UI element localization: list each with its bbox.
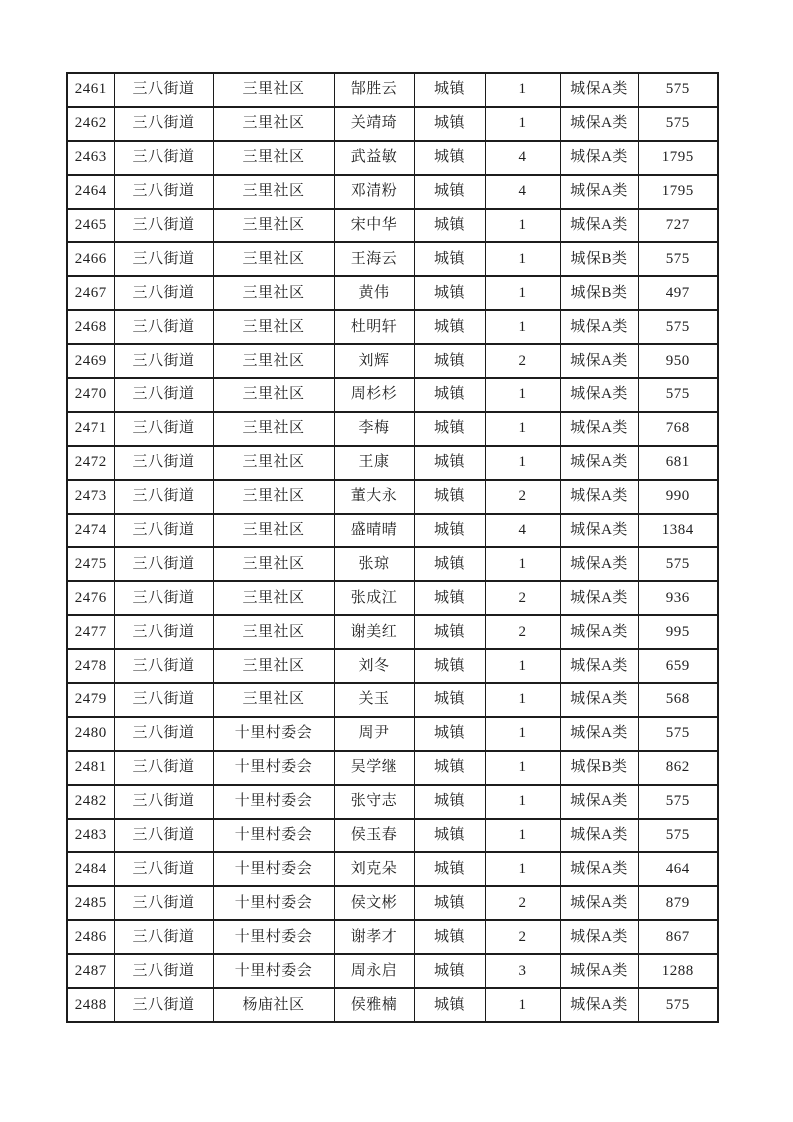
cell-serial-number: 2474 <box>67 514 114 548</box>
cell-household-type: 城镇 <box>414 683 485 717</box>
table-row <box>67 412 718 446</box>
cell-household-type: 城镇 <box>414 514 485 548</box>
cell-community: 三里社区 <box>213 107 334 141</box>
cell-person-name: 王海云 <box>334 242 414 276</box>
roster-table <box>66 72 719 1023</box>
cell-community: 三里社区 <box>213 209 334 243</box>
cell-street: 三八街道 <box>114 73 213 107</box>
cell-person-name: 郜胜云 <box>334 73 414 107</box>
cell-community: 杨庙社区 <box>213 988 334 1022</box>
table-row <box>67 514 718 548</box>
cell-street: 三八街道 <box>114 920 213 954</box>
cell-person-count: 1 <box>485 242 560 276</box>
cell-street: 三八街道 <box>114 107 213 141</box>
cell-street: 三八街道 <box>114 209 213 243</box>
cell-person-count: 1 <box>485 276 560 310</box>
cell-insurance-category: 城保A类 <box>560 954 638 988</box>
cell-household-type: 城镇 <box>414 920 485 954</box>
cell-household-type: 城镇 <box>414 819 485 853</box>
cell-person-count: 4 <box>485 175 560 209</box>
cell-street: 三八街道 <box>114 141 213 175</box>
cell-serial-number: 2473 <box>67 480 114 514</box>
cell-person-name: 黄伟 <box>334 276 414 310</box>
cell-street: 三八街道 <box>114 751 213 785</box>
cell-community: 三里社区 <box>213 683 334 717</box>
table-row <box>67 547 718 581</box>
cell-amount: 575 <box>638 785 718 819</box>
cell-person-count: 1 <box>485 378 560 412</box>
cell-community: 三里社区 <box>213 73 334 107</box>
cell-serial-number: 2486 <box>67 920 114 954</box>
cell-community: 三里社区 <box>213 344 334 378</box>
cell-serial-number: 2465 <box>67 209 114 243</box>
cell-serial-number: 2479 <box>67 683 114 717</box>
cell-person-name: 武益敏 <box>334 141 414 175</box>
cell-household-type: 城镇 <box>414 785 485 819</box>
cell-community: 十里村委会 <box>213 886 334 920</box>
cell-insurance-category: 城保A类 <box>560 175 638 209</box>
cell-person-name: 王康 <box>334 446 414 480</box>
cell-serial-number: 2468 <box>67 310 114 344</box>
cell-insurance-category: 城保A类 <box>560 649 638 683</box>
cell-street: 三八街道 <box>114 615 213 649</box>
cell-insurance-category: 城保A类 <box>560 920 638 954</box>
cell-serial-number: 2488 <box>67 988 114 1022</box>
cell-community: 三里社区 <box>213 141 334 175</box>
cell-household-type: 城镇 <box>414 547 485 581</box>
cell-community: 三里社区 <box>213 378 334 412</box>
cell-insurance-category: 城保A类 <box>560 852 638 886</box>
cell-amount: 1288 <box>638 954 718 988</box>
cell-insurance-category: 城保A类 <box>560 581 638 615</box>
cell-street: 三八街道 <box>114 480 213 514</box>
cell-person-name: 周杉杉 <box>334 378 414 412</box>
cell-person-count: 2 <box>485 920 560 954</box>
table-row <box>67 378 718 412</box>
cell-street: 三八街道 <box>114 378 213 412</box>
table-row <box>67 344 718 378</box>
cell-insurance-category: 城保A类 <box>560 344 638 378</box>
cell-person-count: 2 <box>485 480 560 514</box>
cell-community: 三里社区 <box>213 581 334 615</box>
table-row <box>67 852 718 886</box>
cell-person-name: 邓清粉 <box>334 175 414 209</box>
cell-amount: 867 <box>638 920 718 954</box>
cell-street: 三八街道 <box>114 819 213 853</box>
table-row <box>67 920 718 954</box>
cell-household-type: 城镇 <box>414 344 485 378</box>
cell-community: 三里社区 <box>213 649 334 683</box>
cell-household-type: 城镇 <box>414 175 485 209</box>
cell-household-type: 城镇 <box>414 717 485 751</box>
cell-amount: 575 <box>638 717 718 751</box>
cell-amount: 575 <box>638 107 718 141</box>
cell-person-name: 吴学继 <box>334 751 414 785</box>
table-row <box>67 988 718 1022</box>
cell-amount: 659 <box>638 649 718 683</box>
cell-community: 三里社区 <box>213 514 334 548</box>
cell-street: 三八街道 <box>114 514 213 548</box>
cell-amount: 862 <box>638 751 718 785</box>
cell-household-type: 城镇 <box>414 141 485 175</box>
cell-serial-number: 2461 <box>67 73 114 107</box>
cell-person-count: 1 <box>485 819 560 853</box>
cell-amount: 995 <box>638 615 718 649</box>
cell-insurance-category: 城保B类 <box>560 242 638 276</box>
cell-household-type: 城镇 <box>414 886 485 920</box>
cell-person-name: 侯文彬 <box>334 886 414 920</box>
cell-street: 三八街道 <box>114 649 213 683</box>
cell-amount: 575 <box>638 242 718 276</box>
cell-person-count: 1 <box>485 785 560 819</box>
cell-household-type: 城镇 <box>414 107 485 141</box>
cell-serial-number: 2487 <box>67 954 114 988</box>
cell-insurance-category: 城保A类 <box>560 785 638 819</box>
cell-amount: 575 <box>638 819 718 853</box>
cell-person-count: 2 <box>485 344 560 378</box>
cell-household-type: 城镇 <box>414 310 485 344</box>
cell-street: 三八街道 <box>114 886 213 920</box>
cell-community: 三里社区 <box>213 547 334 581</box>
cell-person-count: 1 <box>485 717 560 751</box>
cell-community: 三里社区 <box>213 615 334 649</box>
cell-serial-number: 2467 <box>67 276 114 310</box>
cell-insurance-category: 城保A类 <box>560 412 638 446</box>
cell-amount: 879 <box>638 886 718 920</box>
cell-person-count: 3 <box>485 954 560 988</box>
cell-household-type: 城镇 <box>414 480 485 514</box>
table-row <box>67 819 718 853</box>
cell-serial-number: 2469 <box>67 344 114 378</box>
cell-serial-number: 2470 <box>67 378 114 412</box>
cell-person-count: 1 <box>485 683 560 717</box>
cell-household-type: 城镇 <box>414 649 485 683</box>
cell-insurance-category: 城保A类 <box>560 480 638 514</box>
cell-insurance-category: 城保B类 <box>560 276 638 310</box>
cell-street: 三八街道 <box>114 446 213 480</box>
cell-person-count: 1 <box>485 310 560 344</box>
cell-street: 三八街道 <box>114 547 213 581</box>
cell-insurance-category: 城保A类 <box>560 683 638 717</box>
cell-street: 三八街道 <box>114 785 213 819</box>
cell-community: 十里村委会 <box>213 954 334 988</box>
cell-insurance-category: 城保A类 <box>560 378 638 412</box>
cell-serial-number: 2480 <box>67 717 114 751</box>
cell-person-name: 刘冬 <box>334 649 414 683</box>
cell-person-name: 张守志 <box>334 785 414 819</box>
table-row <box>67 717 718 751</box>
cell-serial-number: 2485 <box>67 886 114 920</box>
cell-amount: 936 <box>638 581 718 615</box>
cell-serial-number: 2476 <box>67 581 114 615</box>
table-row <box>67 785 718 819</box>
table-row <box>67 649 718 683</box>
cell-serial-number: 2477 <box>67 615 114 649</box>
cell-community: 十里村委会 <box>213 819 334 853</box>
cell-street: 三八街道 <box>114 175 213 209</box>
cell-person-name: 周尹 <box>334 717 414 751</box>
cell-household-type: 城镇 <box>414 988 485 1022</box>
cell-person-name: 董大永 <box>334 480 414 514</box>
cell-community: 三里社区 <box>213 412 334 446</box>
cell-serial-number: 2463 <box>67 141 114 175</box>
cell-person-name: 李梅 <box>334 412 414 446</box>
cell-person-count: 4 <box>485 141 560 175</box>
table-row <box>67 751 718 785</box>
cell-serial-number: 2475 <box>67 547 114 581</box>
cell-serial-number: 2466 <box>67 242 114 276</box>
cell-community: 三里社区 <box>213 310 334 344</box>
cell-street: 三八街道 <box>114 954 213 988</box>
cell-person-count: 1 <box>485 547 560 581</box>
cell-person-name: 张琼 <box>334 547 414 581</box>
table-row <box>67 446 718 480</box>
cell-serial-number: 2483 <box>67 819 114 853</box>
cell-street: 三八街道 <box>114 988 213 1022</box>
cell-household-type: 城镇 <box>414 209 485 243</box>
cell-household-type: 城镇 <box>414 581 485 615</box>
roster-table-body <box>67 73 718 1022</box>
cell-household-type: 城镇 <box>414 751 485 785</box>
cell-amount: 464 <box>638 852 718 886</box>
table-row <box>67 310 718 344</box>
cell-serial-number: 2481 <box>67 751 114 785</box>
cell-person-count: 1 <box>485 988 560 1022</box>
cell-street: 三八街道 <box>114 310 213 344</box>
cell-person-count: 1 <box>485 852 560 886</box>
cell-street: 三八街道 <box>114 242 213 276</box>
cell-person-count: 1 <box>485 649 560 683</box>
cell-community: 三里社区 <box>213 276 334 310</box>
table-row <box>67 73 718 107</box>
table-row <box>67 683 718 717</box>
table-row <box>67 141 718 175</box>
cell-serial-number: 2471 <box>67 412 114 446</box>
cell-amount: 568 <box>638 683 718 717</box>
cell-person-count: 2 <box>485 581 560 615</box>
cell-amount: 575 <box>638 73 718 107</box>
cell-community: 十里村委会 <box>213 717 334 751</box>
cell-community: 十里村委会 <box>213 852 334 886</box>
cell-community: 十里村委会 <box>213 751 334 785</box>
cell-amount: 990 <box>638 480 718 514</box>
cell-insurance-category: 城保A类 <box>560 107 638 141</box>
cell-street: 三八街道 <box>114 412 213 446</box>
cell-household-type: 城镇 <box>414 852 485 886</box>
cell-person-name: 杜明轩 <box>334 310 414 344</box>
cell-insurance-category: 城保A类 <box>560 717 638 751</box>
cell-serial-number: 2464 <box>67 175 114 209</box>
cell-amount: 575 <box>638 547 718 581</box>
cell-amount: 497 <box>638 276 718 310</box>
cell-person-count: 1 <box>485 412 560 446</box>
table-row <box>67 615 718 649</box>
table-row <box>67 954 718 988</box>
cell-amount: 727 <box>638 209 718 243</box>
cell-community: 三里社区 <box>213 446 334 480</box>
cell-insurance-category: 城保A类 <box>560 988 638 1022</box>
cell-street: 三八街道 <box>114 683 213 717</box>
cell-person-name: 关玉 <box>334 683 414 717</box>
table-row <box>67 276 718 310</box>
cell-person-name: 张成江 <box>334 581 414 615</box>
cell-insurance-category: 城保A类 <box>560 547 638 581</box>
cell-person-count: 1 <box>485 209 560 243</box>
cell-insurance-category: 城保A类 <box>560 615 638 649</box>
cell-street: 三八街道 <box>114 581 213 615</box>
cell-serial-number: 2472 <box>67 446 114 480</box>
table-row <box>67 581 718 615</box>
cell-household-type: 城镇 <box>414 242 485 276</box>
table-row <box>67 107 718 141</box>
cell-serial-number: 2482 <box>67 785 114 819</box>
cell-household-type: 城镇 <box>414 276 485 310</box>
cell-household-type: 城镇 <box>414 378 485 412</box>
table-row <box>67 175 718 209</box>
cell-person-name: 周永启 <box>334 954 414 988</box>
cell-person-name: 侯雅楠 <box>334 988 414 1022</box>
cell-household-type: 城镇 <box>414 412 485 446</box>
cell-person-name: 谢孝才 <box>334 920 414 954</box>
cell-insurance-category: 城保A类 <box>560 141 638 175</box>
cell-person-name: 宋中华 <box>334 209 414 243</box>
cell-amount: 1795 <box>638 175 718 209</box>
cell-amount: 681 <box>638 446 718 480</box>
cell-serial-number: 2484 <box>67 852 114 886</box>
cell-serial-number: 2462 <box>67 107 114 141</box>
cell-insurance-category: 城保A类 <box>560 819 638 853</box>
cell-person-name: 谢美红 <box>334 615 414 649</box>
cell-person-name: 盛晴晴 <box>334 514 414 548</box>
cell-street: 三八街道 <box>114 276 213 310</box>
cell-household-type: 城镇 <box>414 615 485 649</box>
cell-person-count: 1 <box>485 73 560 107</box>
table-row <box>67 480 718 514</box>
cell-community: 三里社区 <box>213 242 334 276</box>
cell-amount: 575 <box>638 988 718 1022</box>
cell-community: 十里村委会 <box>213 785 334 819</box>
cell-community: 三里社区 <box>213 480 334 514</box>
cell-community: 三里社区 <box>213 175 334 209</box>
cell-person-name: 侯玉春 <box>334 819 414 853</box>
table-row <box>67 209 718 243</box>
cell-amount: 950 <box>638 344 718 378</box>
cell-household-type: 城镇 <box>414 73 485 107</box>
cell-insurance-category: 城保A类 <box>560 446 638 480</box>
cell-street: 三八街道 <box>114 717 213 751</box>
cell-insurance-category: 城保B类 <box>560 751 638 785</box>
cell-insurance-category: 城保A类 <box>560 209 638 243</box>
cell-amount: 768 <box>638 412 718 446</box>
cell-household-type: 城镇 <box>414 954 485 988</box>
cell-community: 十里村委会 <box>213 920 334 954</box>
cell-serial-number: 2478 <box>67 649 114 683</box>
cell-street: 三八街道 <box>114 852 213 886</box>
cell-person-count: 4 <box>485 514 560 548</box>
cell-amount: 575 <box>638 310 718 344</box>
cell-insurance-category: 城保A类 <box>560 886 638 920</box>
cell-insurance-category: 城保A类 <box>560 73 638 107</box>
cell-person-count: 1 <box>485 446 560 480</box>
cell-insurance-category: 城保A类 <box>560 514 638 548</box>
cell-person-name: 关靖琦 <box>334 107 414 141</box>
cell-insurance-category: 城保A类 <box>560 310 638 344</box>
cell-amount: 1384 <box>638 514 718 548</box>
cell-person-count: 2 <box>485 615 560 649</box>
cell-person-name: 刘克朵 <box>334 852 414 886</box>
cell-person-count: 1 <box>485 751 560 785</box>
cell-household-type: 城镇 <box>414 446 485 480</box>
cell-person-name: 刘辉 <box>334 344 414 378</box>
cell-person-count: 2 <box>485 886 560 920</box>
table-row <box>67 242 718 276</box>
cell-person-count: 1 <box>485 107 560 141</box>
table-row <box>67 886 718 920</box>
cell-street: 三八街道 <box>114 344 213 378</box>
cell-amount: 575 <box>638 378 718 412</box>
cell-amount: 1795 <box>638 141 718 175</box>
